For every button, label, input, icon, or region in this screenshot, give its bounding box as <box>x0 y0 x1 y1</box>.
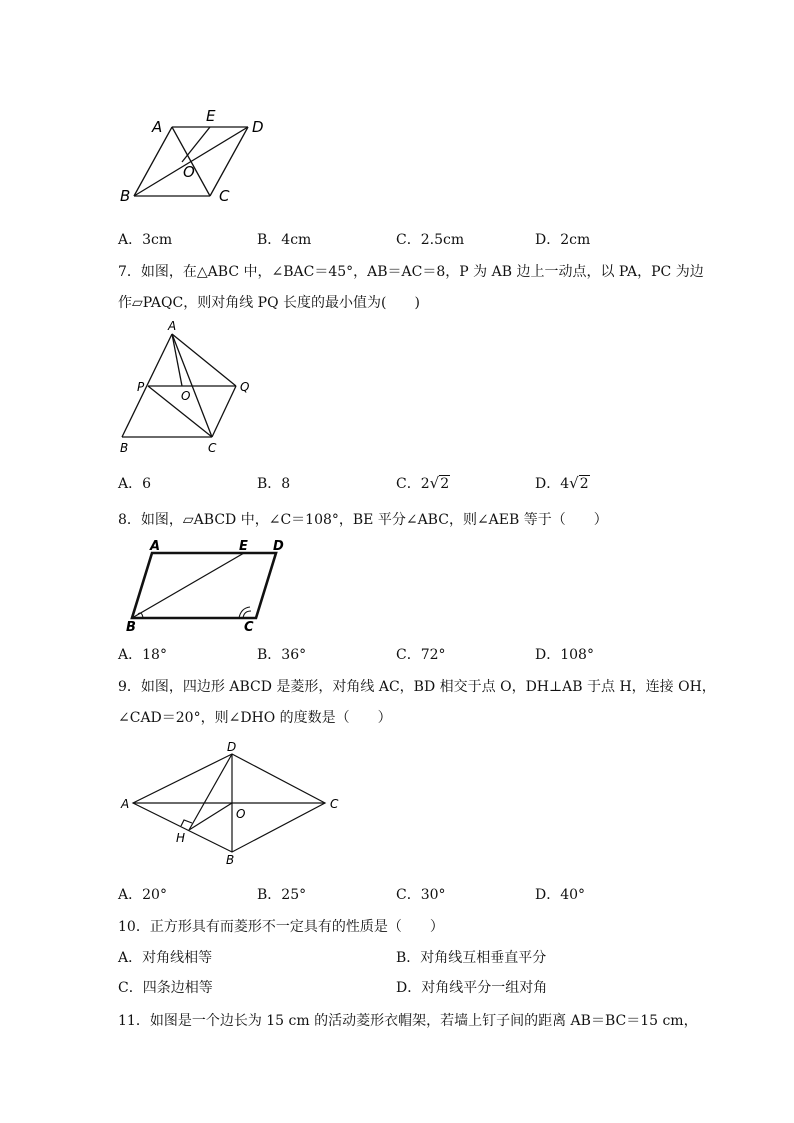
q6-label-e: E <box>206 107 216 125</box>
q7-label-p: P <box>137 380 145 394</box>
q11-stem-line1: 11．如图是一个边长为 15 cm 的活动菱形衣帽架，若墙上钉子间的距离 AB＝BC＝15 cm， <box>118 1013 698 1029</box>
q7-option-c[interactable]: C．2√2 <box>396 474 450 492</box>
q8-label-e: E <box>239 539 248 554</box>
q9-option-a[interactable]: A．20° <box>118 887 167 903</box>
q9-stem-line2: ∠CAD＝20°，则∠DHO 的度数是（ ） <box>118 710 392 726</box>
q9-option-c[interactable]: C．30° <box>396 887 446 903</box>
q9-label-c: C <box>330 797 339 811</box>
q9-option-d[interactable]: D．40° <box>535 887 586 903</box>
q6-label-c: C <box>219 187 230 205</box>
q7-label-a: A <box>168 319 177 333</box>
q7-label-o: O <box>181 389 191 403</box>
q7-option-b[interactable]: B．8 <box>257 476 291 492</box>
q7-label-q: Q <box>240 380 250 394</box>
q7-option-d[interactable]: D．4√2 <box>535 474 589 492</box>
q6-option-b[interactable]: B．4cm <box>257 232 312 248</box>
q7-label-c: C <box>208 441 217 455</box>
q8-option-c[interactable]: C．72° <box>396 647 446 663</box>
q6-label-a: A <box>152 118 163 136</box>
q10-option-b[interactable]: B．对角线互相垂直平分 <box>396 950 547 966</box>
q7-stem-line2: 作▱PAQC，则对角线 PQ 长度的最小值为( ) <box>118 295 420 311</box>
q6-option-a[interactable]: A．3cm <box>118 232 173 248</box>
q6-label-d: D <box>252 118 264 136</box>
q10-stem-line1: 10．正方形具有而菱形不一定具有的性质是（ ） <box>118 919 444 935</box>
q9-stem-line1: 9．如图，四边形 ABCD 是菱形，对角线 AC，BD 相交于点 O，DH⊥AB 于点 H，连接 OH， <box>118 679 716 695</box>
sqrt-symbol: √2 <box>569 474 589 492</box>
q10-option-c[interactable]: C．四条边相等 <box>118 980 213 996</box>
q7-option-a[interactable]: A．6 <box>118 476 152 492</box>
q6-label-o: O <box>183 163 195 181</box>
q9-label-d: D <box>227 740 237 754</box>
q8-label-c: C <box>244 620 254 635</box>
q8-stem-line1: 8．如图，▱ABCD 中，∠C＝108°，BE 平分∠ABC，则∠AEB 等于（ ） <box>118 512 608 528</box>
q9-label-h: H <box>176 831 186 845</box>
q9-label-o: O <box>236 807 246 821</box>
q6-option-d[interactable]: D．2cm <box>535 232 591 248</box>
q6-option-c[interactable]: C．2.5cm <box>396 232 465 248</box>
q9-option-b[interactable]: B．25° <box>257 887 307 903</box>
q8-label-b: B <box>126 620 136 635</box>
sqrt-symbol: √2 <box>429 474 450 492</box>
q6-label-b: B <box>120 187 131 205</box>
q10-option-d[interactable]: D．对角线平分一组对角 <box>396 980 548 996</box>
q8-option-b[interactable]: B．36° <box>257 647 307 663</box>
q9-label-a: A <box>121 797 130 811</box>
q8-option-d[interactable]: D．108° <box>535 647 594 663</box>
q9-label-b: B <box>226 853 235 867</box>
q7-stem-line1: 7．如图，在△ABC 中，∠BAC＝45°，AB＝AC＝8，P 为 AB 边上一动点，以 PA，PC 为边 <box>118 264 704 280</box>
q8-label-d: D <box>273 539 284 554</box>
q8-label-a: A <box>150 539 161 554</box>
q10-option-a[interactable]: A．对角线相等 <box>118 950 213 966</box>
q7-label-b: B <box>120 441 129 455</box>
q8-option-a[interactable]: A．18° <box>118 647 167 663</box>
